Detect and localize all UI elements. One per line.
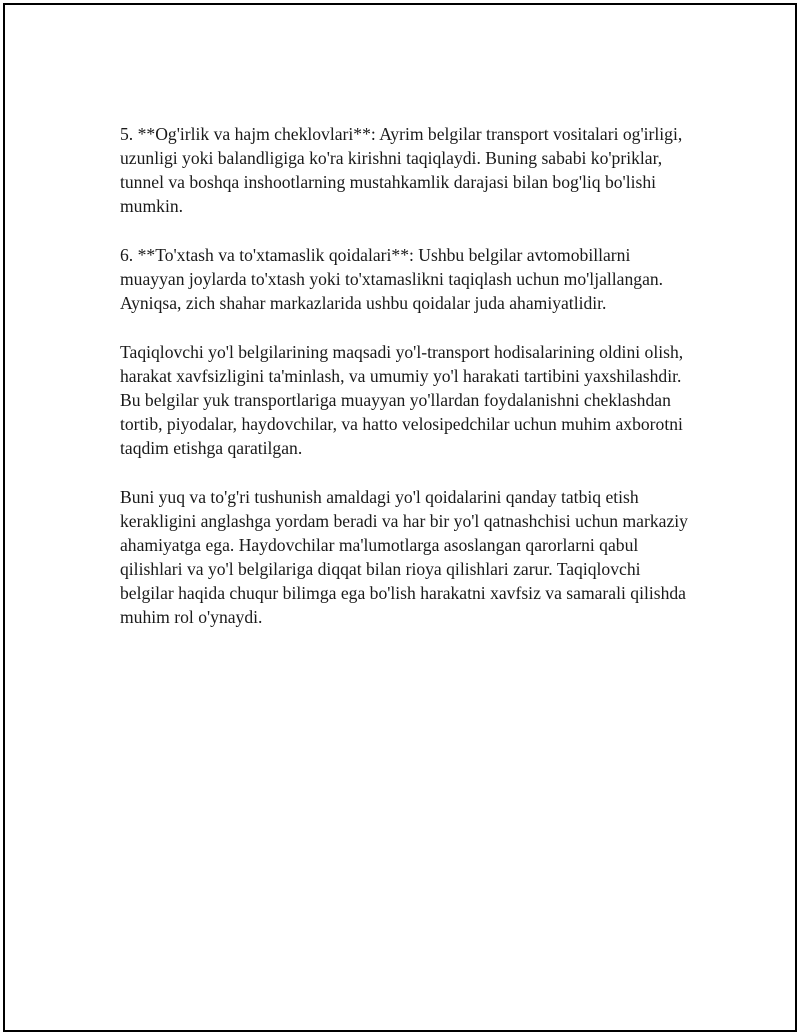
- paragraph-conclusion: Buni yuq va to'g'ri tushunish amaldagi yo'l qoidalarini qanday tatbiq etish kerakligini anglashga yordam beradi va har bir yo'l qatnashchisi uchun markaziy ahamiyatga ega. Haydovchilar ma'lumotlarga asoslangan qarorlarni qabul qilishlari va yo'l belgilariga diqqat bilan rioya qilishlari zarur. Taqiqlovchi belgilar haqida chuqur bilimga ega bo'lish harakatni xavfsiz va samarali qilishda muhim rol o'ynaydi.: [120, 487, 688, 627]
- page-frame: [3, 3, 797, 1032]
- page-body: [120, 122, 690, 654]
- paragraph-purpose: Taqiqlovchi yo'l belgilarining maqsadi yo'l-transport hodisalarining oldini olish, harakat xavfsizligini ta'minlash, va umumiy yo'l harakati tartibini yaxshilashdir. Bu belgilar yuk transportlariga muayyan yo'llardan foydalanishni cheklashdan tortib, piyodalar, haydovchilar, va hatto velosipedchilar uchun muhim axborotni taqdim etishga qaratilgan.: [120, 342, 684, 458]
- paragraph-weight-limits: 5. **Og'irlik va hajm cheklovlari**: Ayrim belgilar transport vositalari og'irligi, uzunligi yoki balandligiga ko'ra kirishni taqiqlaydi. Buning sababi ko'priklar, tunnel va boshqa inshootlarning mustahkamlik darajasi bilan bog'liq bo'lishi mumkin.: [120, 124, 683, 216]
- paragraph-parking-rules: 6. **To'xtash va to'xtamaslik qoidalari**: Ushbu belgilar avtomobillarni muayyan joylarda to'xtash yoki to'xtamaslikni taqiqlash uchun mo'ljallangan. Ayniqsa, zich shahar markazlarida ushbu qoidalar juda ahamiyatlidir.: [120, 245, 664, 313]
